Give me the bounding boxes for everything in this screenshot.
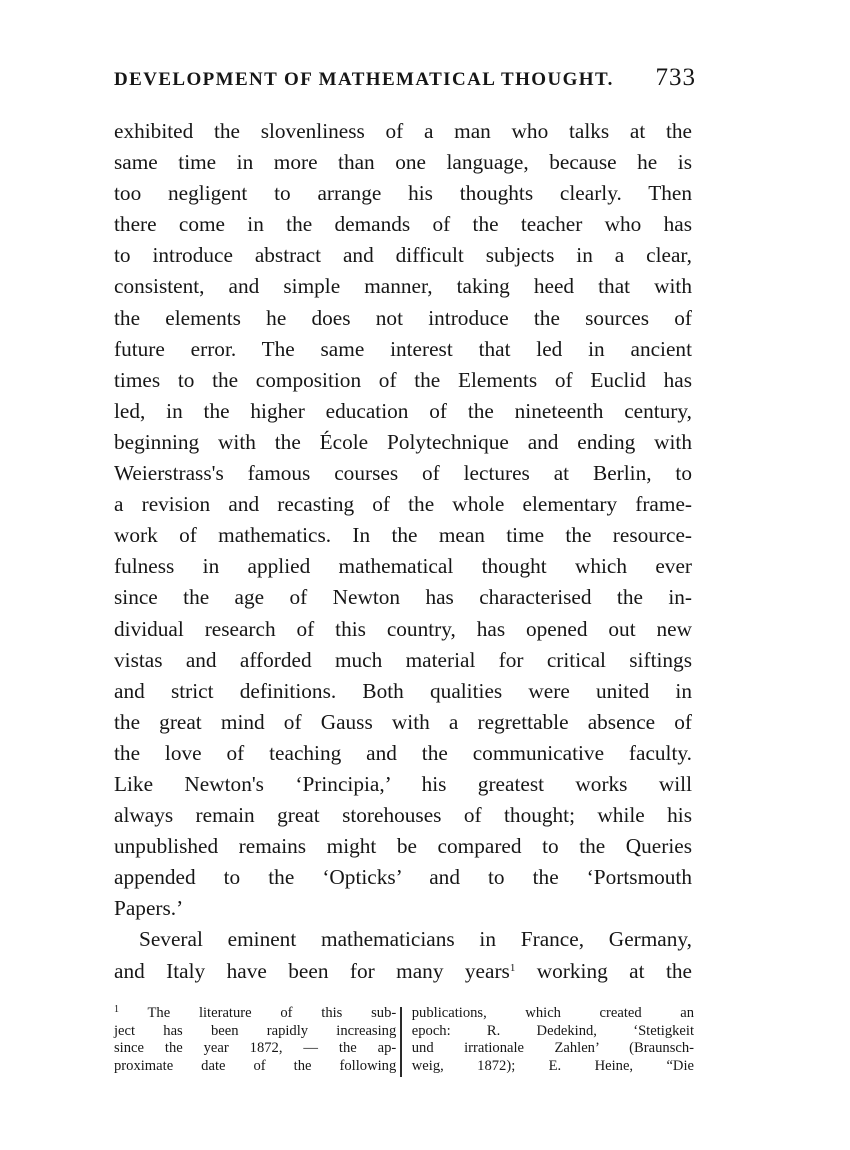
footnote-marker: 1: [114, 1004, 119, 1015]
text-line: a revision and recasting of the whole elementary frame-: [114, 492, 692, 517]
text-line: times to the composition of the Elements of Euclid has: [114, 367, 692, 392]
text-line: since the age of Newton has characterised the in-: [114, 585, 692, 610]
running-title: DEVELOPMENT OF MATHEMATICAL THOUGHT.: [114, 69, 614, 90]
text-line: vistas and afforded much material for critical siftings: [114, 647, 692, 672]
text-line: same time in more than one language, because he is: [114, 150, 692, 175]
text-fragment: working at the: [515, 958, 692, 983]
text-line: fulness in applied mathematical thought which ever: [114, 554, 692, 579]
text-line: and strict definitions. Both qualities were united in: [114, 678, 692, 703]
footnote-column-left: [114, 1005, 396, 1079]
text-line: the love of teaching and the communicative faculty.: [114, 740, 692, 765]
text-line: too negligent to arrange his thoughts clearly. Then: [114, 181, 692, 206]
text-line: Weierstrass's famous courses of lectures at Berlin, to: [114, 461, 692, 486]
text-line: appended to the ‘Opticks’ and to the ‘Portsmouth: [114, 865, 692, 890]
footnote-line: ject has been rapidly increasing: [114, 1022, 397, 1039]
footnote-block: [114, 1005, 694, 1079]
text-line: beginning with the École Polytechnique and ending with: [114, 429, 692, 454]
footnote-line: publications, which created an: [411, 1005, 695, 1021]
footnote-line: epoch: R. Dedekind, ‘Stetigkeit: [411, 1022, 695, 1039]
footnote-reference: 1: [509, 961, 516, 974]
running-head: [114, 64, 696, 96]
text-line: always remain great storehouses of thought; while his: [114, 803, 692, 828]
text-line: there come in the demands of the teacher who has: [114, 212, 692, 237]
text-line: future error. The same interest that led in ancient: [114, 336, 692, 361]
text-line-with-footnote-ref: [114, 956, 692, 987]
paragraph-start-line: Several eminent mathematicians in France, Germany,: [139, 927, 692, 952]
text-line: Like Newton's ‘Principia,’ his greatest works will: [114, 771, 692, 796]
footnote-line: weig, 1872); E. Heine, “Die: [411, 1057, 695, 1074]
text-line: work of mathematics. In the mean time the resource-: [114, 523, 692, 548]
footnote-line: proximate date of the following: [114, 1057, 397, 1074]
text-line: exhibited the slovenliness of a man who talks at the: [114, 119, 692, 143]
text-line: unpublished remains might be compared to the Queries: [114, 834, 692, 859]
text-line: the great mind of Gauss with a regrettable absence of: [114, 709, 692, 734]
footnote-line: since the year 1872, — the ap-: [114, 1040, 397, 1057]
column-divider: [400, 1007, 401, 1077]
text-fragment: The literature of this sub-: [119, 1005, 397, 1021]
body-text: [114, 116, 692, 987]
text-fragment: and Italy have been for many years: [114, 958, 510, 983]
footnote-line: und irrationale Zahlen’ (Braunsch-: [411, 1040, 695, 1057]
page-number: 733: [655, 64, 696, 91]
footnote-line: [114, 1005, 396, 1023]
footnote-column-right: [406, 1005, 694, 1079]
text-line: consistent, and simple manner, taking heed that with: [114, 274, 692, 299]
text-line: the elements he does not introduce the sources of: [114, 305, 692, 330]
text-line: Papers.’: [114, 896, 184, 921]
text-line: dividual research of this country, has opened out new: [114, 616, 692, 641]
text-line: to introduce abstract and difficult subjects in a clear,: [114, 243, 692, 268]
text-line: led, in the higher education of the nineteenth century,: [114, 398, 692, 423]
